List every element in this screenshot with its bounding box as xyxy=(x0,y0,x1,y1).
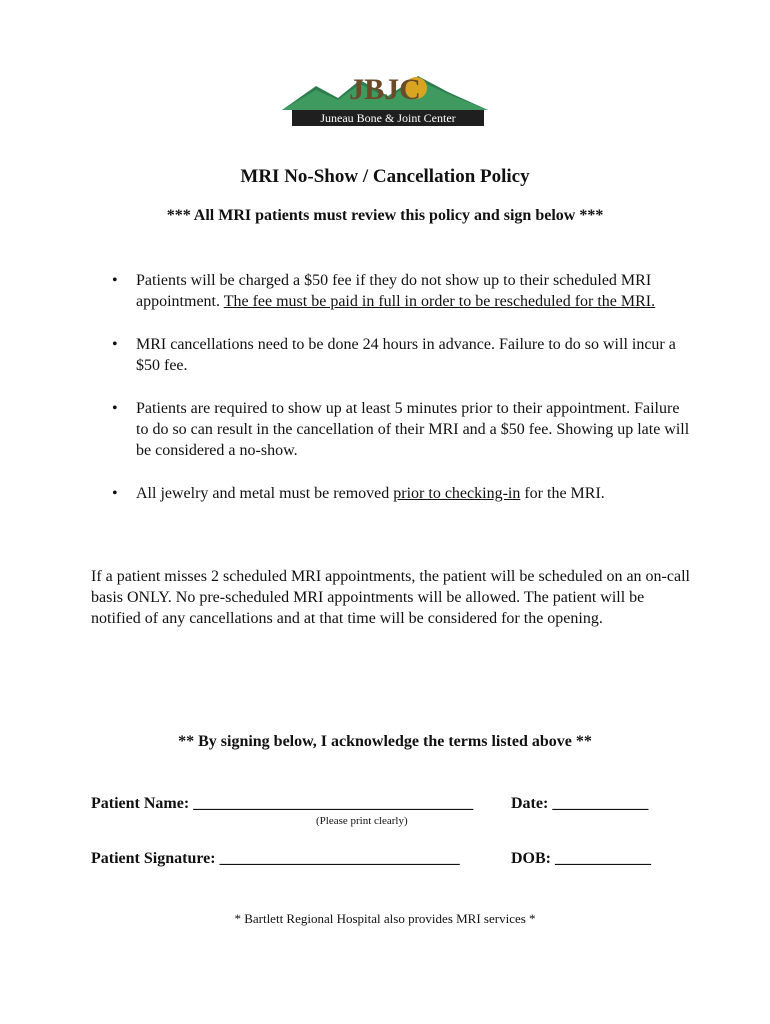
list-item: • All jewelry and metal must be removed prior to checking-in for the MRI. xyxy=(112,485,605,502)
bullet-icon: • xyxy=(112,485,118,502)
list-item: • MRI cancellations need to be done 24 hours in advance. Failure to do so will incur a $50 fee. xyxy=(112,336,676,374)
patient-signature-field[interactable]: Patient Signature: ______________________________ xyxy=(91,850,460,867)
dob-field[interactable]: DOB: ____________ xyxy=(511,850,651,867)
logo-monogram: JBJC xyxy=(349,73,421,106)
bullet-icon: • xyxy=(112,400,118,417)
clinic-logo xyxy=(278,66,493,130)
policy-list xyxy=(112,270,692,526)
logo-name: Juneau Bone & Joint Center xyxy=(320,111,456,125)
footer-note: * Bartlett Regional Hospital also provides MRI services * xyxy=(234,911,536,926)
policy-paragraph: If a patient misses 2 scheduled MRI appointments, the patient will be scheduled on an on-call basis ONLY. No pre-scheduled MRI appointments will be allowed. The patient will be notified of any cancellations and at that time will be considered for the opening. xyxy=(91,568,690,627)
page-title: MRI No-Show / Cancellation Policy xyxy=(240,166,530,187)
list-item: • Patients will be charged a $50 fee if they do not show up to their scheduled MRI appointment. The fee must be paid in full in order to be rescheduled for the MRI. xyxy=(112,272,656,310)
print-clearly-note: (Please print clearly) xyxy=(316,815,408,827)
acknowledgement-heading: ** By signing below, I acknowledge the terms listed above ** xyxy=(178,733,592,750)
date-field[interactable]: Date: ____________ xyxy=(511,795,649,812)
bullet-icon: • xyxy=(112,336,118,353)
list-item: • Patients are required to show up at least 5 minutes prior to their appointment. Failure to do so can result in the cancellation of their MRI and a $50 fee. Showing up late will be considered a no-show. xyxy=(112,400,690,459)
policy-subtitle: *** All MRI patients must review this policy and sign below *** xyxy=(166,207,604,224)
bullet-icon: • xyxy=(112,272,118,289)
patient-name-field[interactable]: Patient Name: ___________________________________ xyxy=(91,795,474,812)
